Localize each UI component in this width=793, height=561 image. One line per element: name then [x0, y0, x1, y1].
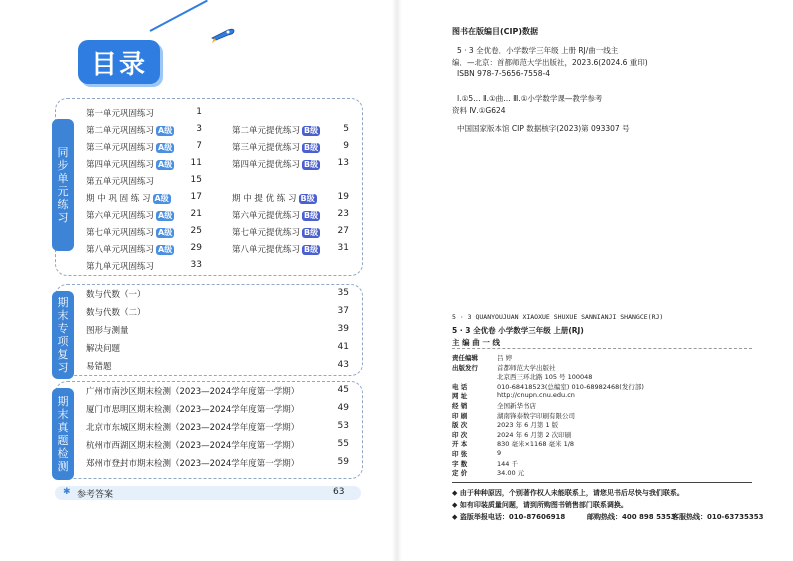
- info-value: 2023 年 6 月第 1 版: [497, 421, 559, 430]
- level-b-badge: B级: [304, 143, 319, 152]
- info-key: 出版发行: [452, 363, 478, 372]
- cip-line: 编．—北京：首都师范大学出版社，2023.6(2024.6 重印): [452, 58, 648, 67]
- level-b-badge: B级: [304, 160, 319, 169]
- toc-entry-label: 第三单元提优练习: [232, 143, 301, 153]
- divider: [452, 482, 752, 483]
- tab-char: 检: [57, 447, 69, 460]
- cip-line: ISBN 978-7-5656-7558-4: [457, 69, 550, 78]
- tab-char: 项: [57, 335, 69, 348]
- level-a-badge: A级: [158, 126, 173, 135]
- toc-entry[interactable]: [86, 158, 174, 170]
- toc-entry[interactable]: [232, 192, 317, 204]
- info-value: 2024 年 6 月第 2 次印刷: [497, 430, 572, 439]
- tab-char: 步: [57, 159, 69, 172]
- rocket-icon: [210, 26, 236, 44]
- cip-title: 图书在版编目(CIP)数据: [452, 27, 539, 36]
- toc-entry-page: 19: [337, 192, 349, 202]
- tab-char: 单: [57, 172, 69, 185]
- level-a-badge: A级: [154, 194, 169, 203]
- toc-entry-page: 15: [190, 175, 202, 185]
- cip-line: Ⅰ.①5… Ⅱ.①曲… Ⅲ.①小学数学课—教学参考: [457, 94, 603, 103]
- toc-entry[interactable]: 广州市南沙区期末检测（2023—2024学年度第一学期）: [86, 387, 300, 397]
- toc-entry[interactable]: 北京市东城区期末检测（2023—2024学年度第一学期）: [86, 423, 300, 433]
- toc-entry[interactable]: 图形与测量: [86, 326, 129, 336]
- level-a-badge: A级: [158, 228, 173, 237]
- toc-entry-page: 9: [343, 141, 349, 151]
- level-a-badge: A级: [158, 160, 173, 169]
- toc-entry[interactable]: [232, 141, 320, 153]
- section-final-exams: [55, 381, 363, 479]
- toc-entry-page: 5: [343, 124, 349, 134]
- toc-entry-page: 7: [196, 141, 202, 151]
- info-key: 网 址: [452, 392, 468, 401]
- tab-char: 末: [57, 408, 69, 421]
- toc-entry-label: 第五单元巩固练习: [86, 177, 155, 187]
- level-b-badge: B级: [300, 194, 315, 203]
- toc-entry-label: 第二单元提优练习: [232, 126, 301, 136]
- info-key: 开 本: [452, 440, 468, 449]
- section-final-review: [55, 284, 363, 376]
- level-b-badge: B级: [304, 211, 319, 220]
- toc-entry-page: 41: [337, 342, 349, 352]
- info-value: 湖南锋泰数字印刷有限公司: [497, 411, 575, 420]
- toc-entry[interactable]: 杭州市西湖区期末检测（2023—2024学年度第一学期）: [86, 441, 300, 451]
- toc-entry[interactable]: [86, 260, 154, 272]
- info-key: 电 话: [452, 382, 468, 391]
- toc-entry-page: 11: [190, 158, 202, 168]
- info-key: 定 价: [452, 469, 468, 478]
- info-value: 吕 婷: [497, 354, 513, 362]
- toc-entry[interactable]: [86, 175, 154, 187]
- toc-entry-page: 1: [196, 107, 202, 117]
- toc-entry[interactable]: [86, 124, 174, 136]
- info-value: 144 千: [497, 459, 518, 468]
- book-pinyin: 5 · 3 QUANYOUJUAN XIAOXUE SHUXUE SANNIANJI SHANGCE(RJ): [452, 313, 664, 321]
- toc-entry-page: 53: [337, 421, 349, 431]
- toc-entry[interactable]: 解决问题: [86, 344, 121, 354]
- cip-line: 中国国家版本馆 CIP 数据核字(2023)第 093307 号: [457, 124, 630, 133]
- tab-char: 测: [57, 460, 69, 473]
- toc-entry-page: 45: [337, 385, 349, 395]
- toc-entry[interactable]: [232, 124, 320, 136]
- toc-entry-page: 35: [337, 288, 349, 298]
- toc-entry-label: 期 中 提 优 练 习: [232, 194, 297, 204]
- answer-page: 63: [333, 487, 345, 497]
- tab-char: 习: [57, 211, 69, 224]
- toc-entry-label: 第四单元提优练习: [232, 160, 301, 170]
- toc-entry-label: 第二单元巩固练习: [86, 126, 155, 136]
- section-tab: [52, 291, 74, 379]
- toc-entry[interactable]: [86, 209, 174, 221]
- toc-entry[interactable]: 易错题: [86, 362, 112, 372]
- info-key: 字 数: [452, 459, 468, 468]
- info-value: 34.00 元: [497, 469, 525, 478]
- toc-entry-page: 55: [337, 439, 349, 449]
- info-key: 印 次: [452, 430, 468, 439]
- level-b-badge: B级: [304, 228, 319, 237]
- answer-label: 参考答案: [77, 490, 114, 500]
- toc-entry-page: 39: [337, 324, 349, 334]
- info-value: 全国新华书店: [497, 402, 536, 410]
- tab-char: 练: [57, 198, 69, 211]
- rocket-trail: [150, 0, 208, 32]
- toc-entry-page: 25: [190, 226, 202, 236]
- notice: ◆ 如有印装质量问题，请到所购图书销售部门联系调换。: [452, 501, 628, 509]
- toc-page: [0, 0, 396, 561]
- piracy-hotline: ◆ 盗版举报电话：010-87606918: [452, 513, 566, 521]
- section-tab: [52, 388, 74, 480]
- info-key: 印 张: [452, 450, 468, 458]
- level-b-badge: B级: [304, 245, 319, 254]
- info-key: 版 次: [452, 421, 468, 430]
- tab-char: 同: [57, 146, 69, 159]
- tab-char: 专: [57, 322, 69, 335]
- answer-key-link[interactable]: [55, 486, 361, 500]
- service-hotline: 客服热线：010-63735353: [672, 513, 764, 521]
- toc-entry-page: 3: [196, 124, 202, 134]
- info-key: 责任编辑: [452, 354, 478, 362]
- level-a-badge: A级: [158, 245, 173, 254]
- level-a-badge: A级: [158, 211, 173, 220]
- section-tab: [52, 119, 74, 251]
- toc-entry-label: 第九单元巩固练习: [86, 262, 155, 272]
- toc-entry-page: 21: [190, 209, 202, 219]
- info-value: 830 毫米×1168 毫米 1/8: [497, 440, 575, 449]
- cip-line: 资料 Ⅳ.①G624: [452, 106, 506, 115]
- tab-char: 末: [57, 309, 69, 322]
- divider: [452, 348, 752, 349]
- toc-entry-label: 第八单元提优练习: [232, 245, 301, 255]
- toc-entry-page: 59: [337, 457, 349, 467]
- toc-entry[interactable]: [232, 209, 320, 221]
- notice: ◆ 由于种种原因，个别著作权人未能联系上，请您见书后尽快与我们联系。: [452, 489, 684, 497]
- toc-entry-page: 13: [337, 158, 349, 168]
- toc-entry[interactable]: [232, 226, 320, 238]
- book-name: 5 · 3 全优卷 小学数学三年级 上册(RJ): [452, 326, 584, 335]
- section-unit-practice: [55, 98, 363, 276]
- toc-entry[interactable]: [232, 243, 320, 255]
- toc-entry-page: 49: [337, 403, 349, 413]
- info-value: 首都师范大学出版社: [497, 363, 556, 372]
- info-key: 印 刷: [452, 411, 468, 420]
- tab-char: 习: [57, 361, 69, 374]
- mail-order-hotline: 邮购热线：400 898 5353: [587, 513, 676, 521]
- toc-entry-label: 第八单元巩固练习: [86, 245, 155, 255]
- toc-entry-page: 27: [337, 226, 349, 236]
- tab-char: 期: [57, 395, 69, 408]
- toc-entry-page: 23: [337, 209, 349, 219]
- toc-entry-label: 第六单元巩固练习: [86, 211, 155, 221]
- info-value: 010-68418523(总编室) 010-68982468(发行部): [497, 382, 644, 391]
- info-value: 北京西三环北路 105 号 100048: [497, 373, 593, 382]
- toc-entry-page: 43: [337, 360, 349, 370]
- toc-entry-label: 第七单元提优练习: [232, 228, 301, 238]
- toc-entry[interactable]: 数与代数（一）: [86, 290, 146, 300]
- toc-entry-page: 17: [190, 192, 202, 202]
- tab-char: 元: [57, 185, 69, 198]
- level-b-badge: B级: [304, 126, 319, 135]
- star-icon: ✱: [63, 487, 71, 497]
- tab-char: 题: [57, 434, 69, 447]
- toc-entry-label: 第六单元提优练习: [232, 211, 301, 221]
- toc-entry-label: 第七单元巩固练习: [86, 228, 155, 238]
- toc-entry-page: 33: [190, 260, 202, 270]
- toc-entry[interactable]: [232, 158, 320, 170]
- toc-entry[interactable]: [86, 107, 154, 119]
- tab-char: 复: [57, 348, 69, 361]
- copyright-page: [397, 0, 793, 561]
- toc-entry[interactable]: [86, 141, 174, 153]
- toc-entry-page: 37: [337, 306, 349, 316]
- info-key: 经 销: [452, 402, 468, 410]
- toc-entry-label: 第四单元巩固练习: [86, 160, 155, 170]
- toc-entry[interactable]: [86, 226, 174, 238]
- cip-line: 5 · 3 全优卷．小学数学三年级 上册 RJ/曲一线主: [457, 46, 619, 55]
- toc-entry[interactable]: [86, 243, 174, 255]
- toc-entry-page: 29: [190, 243, 202, 253]
- level-a-badge: A级: [158, 143, 173, 152]
- toc-entry[interactable]: 郑州市登封市期末检测（2023—2024学年度第一学期）: [86, 459, 300, 469]
- page-title: 目录: [78, 40, 160, 84]
- toc-entry-page: 31: [337, 243, 349, 253]
- toc-entry-label: 第一单元巩固练习: [86, 109, 155, 119]
- book-editor: 主 编 曲 一 线: [452, 338, 500, 347]
- tab-char: 真: [57, 421, 69, 434]
- info-value: http://cnupn.cnu.edu.cn: [497, 391, 575, 400]
- toc-entry[interactable]: [86, 192, 171, 204]
- toc-entry[interactable]: 数与代数（二）: [86, 308, 146, 318]
- info-value: 9: [497, 449, 502, 457]
- toc-entry-label: 期 中 巩 固 练 习: [86, 194, 151, 204]
- toc-entry-label: 第三单元巩固练习: [86, 143, 155, 153]
- tab-char: 期: [57, 296, 69, 309]
- toc-entry[interactable]: 厦门市思明区期末检测（2023—2024学年度第一学期）: [86, 405, 300, 415]
